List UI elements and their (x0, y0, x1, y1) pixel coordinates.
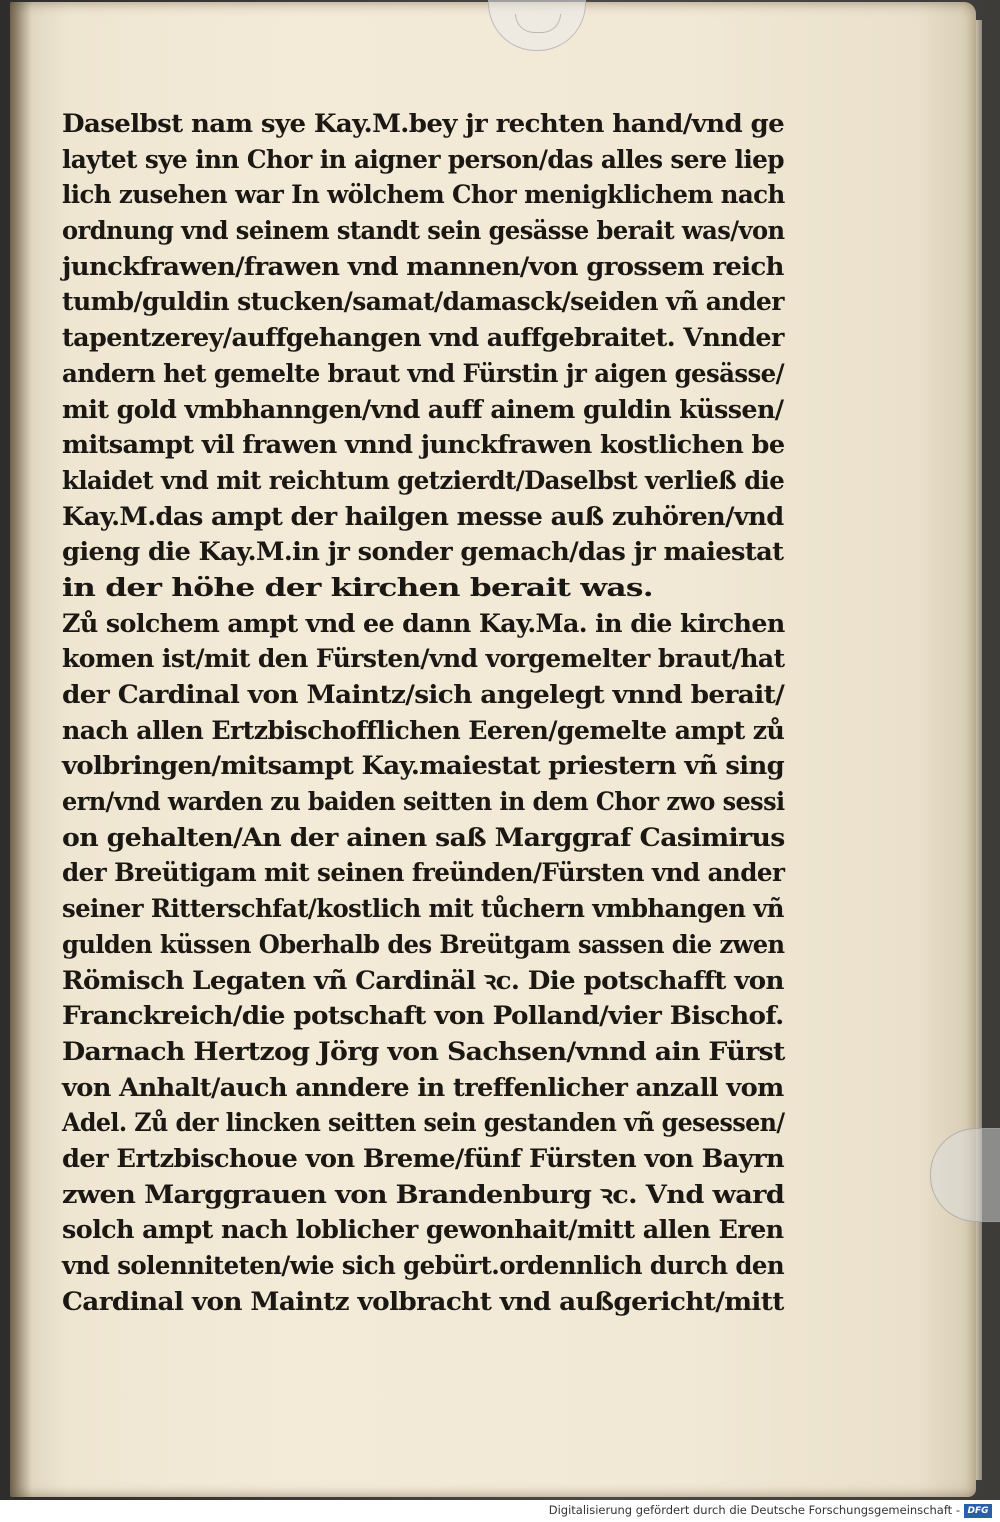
text-line: junckfrawen/frawen vnd mannen/von grossem reich (62, 251, 784, 281)
text-line: Adel. Zů der lincken seitten sein gestanden vñ gesessen/ (62, 1108, 785, 1138)
page-edge (976, 20, 982, 1480)
text-line: Cardinal von Maintz volbracht vnd außgericht/mitt (62, 1286, 784, 1316)
text-line: komen ist/mit den Fürsten/vnd vorgemelter braut/hat (62, 644, 785, 674)
text-line: der Breütigam mit seinen freünden/Fürsten vnd ander (62, 858, 785, 888)
footer-bar (0, 1500, 1000, 1522)
text-line: Kay.M.das ampt der hailgen messe auß zuhören/vnd (62, 501, 784, 531)
text-line: lich zusehen war In wölchem Chor menigklichem nach (62, 180, 785, 210)
text-line: tumb/guldin stucken/samat/damasck/seiden vñ ander (62, 287, 784, 317)
page-text-block (62, 106, 802, 1319)
text-line: klaidet vnd mit reichtum getzierdt/Daselbst verließ die (62, 465, 785, 495)
text-line: Daselbst nam sye Kay.M.bey jr rechten hand/vnd ge (62, 109, 785, 138)
text-line: mitsampt vil frawen vnnd junckfrawen kostlichen be (62, 430, 785, 460)
text-line: volbringen/mitsampt Kay.maiestat priestern vñ sing (62, 751, 785, 781)
text-line: in der höhe der kirchen berait was. (62, 572, 653, 602)
text-line: on gehalten/An der ainen saß Marggraf Casimirus (62, 822, 785, 852)
text-line: zwen Marggrauen von Brandenburg ꝛc. Vnd ward (62, 1179, 785, 1209)
text-line: Franckreich/die potschaft von Polland/vier Bischof. (62, 1001, 784, 1031)
text-line: tapentzerey/auffgehangen vnd auffgebraitet. Vnnder (62, 323, 784, 353)
text-line: gulden küssen Oberhalb des Breütgam sassen die zwen (62, 929, 785, 959)
footer-credit: Digitalisierung gefördert durch die Deutsche Forschungsgemeinschaft - (548, 1503, 960, 1517)
page-gutter-shadow (10, 2, 32, 1497)
text-line: Römisch Legaten vñ Cardinäl ꝛc. Die potschafft von (62, 965, 784, 995)
text-line: der Ertzbischoue von Breme/fünf Fürsten von Bayrn (62, 1143, 785, 1173)
text-line: nach allen Ertzbischofflichen Eeren/gemelte ampt zů (62, 715, 785, 745)
text-line: der Cardinal von Maintz/sich angelegt vnnd berait/ (62, 680, 785, 709)
text-line: andern het gemelte braut vnd Fürstin jr aigen gesässe/ (62, 358, 784, 388)
text-line: ordnung vnd seinem standt sein gesässe berait was/von (62, 216, 785, 246)
text-line: seiner Ritterschfat/kostlich mit tůchern vmbhangen vñ (62, 894, 784, 924)
text-line: mit gold vmbhanngen/vnd auff ainem guldin küssen/ (62, 394, 784, 424)
text-line: vnd solenniteten/wie sich gebürt.ordennlich durch den (62, 1251, 785, 1280)
text-line: ern/vnd warden zu baiden seitten in dem Chor zwo sessi (62, 787, 785, 817)
text-line: laytet sye inn Chor in aigner person/das alles sere liep (62, 144, 785, 174)
text-line: gieng die Kay.M.in jr sonder gemach/das jr maiestat (62, 537, 784, 567)
text-line: solch ampt nach loblicher gewonhait/mitt allen Eren (62, 1215, 784, 1245)
text-line: von Anhalt/auch anndere in treffenlicher anzall vom (62, 1072, 784, 1102)
text-line: Darnach Hertzog Jörg von Sachsen/vnnd ain Fürst (62, 1036, 785, 1066)
text-line: Zů solchem ampt vnd ee dann Kay.Ma. in die kirchen (62, 608, 785, 638)
dfg-logo-icon: DFG (964, 1504, 992, 1518)
